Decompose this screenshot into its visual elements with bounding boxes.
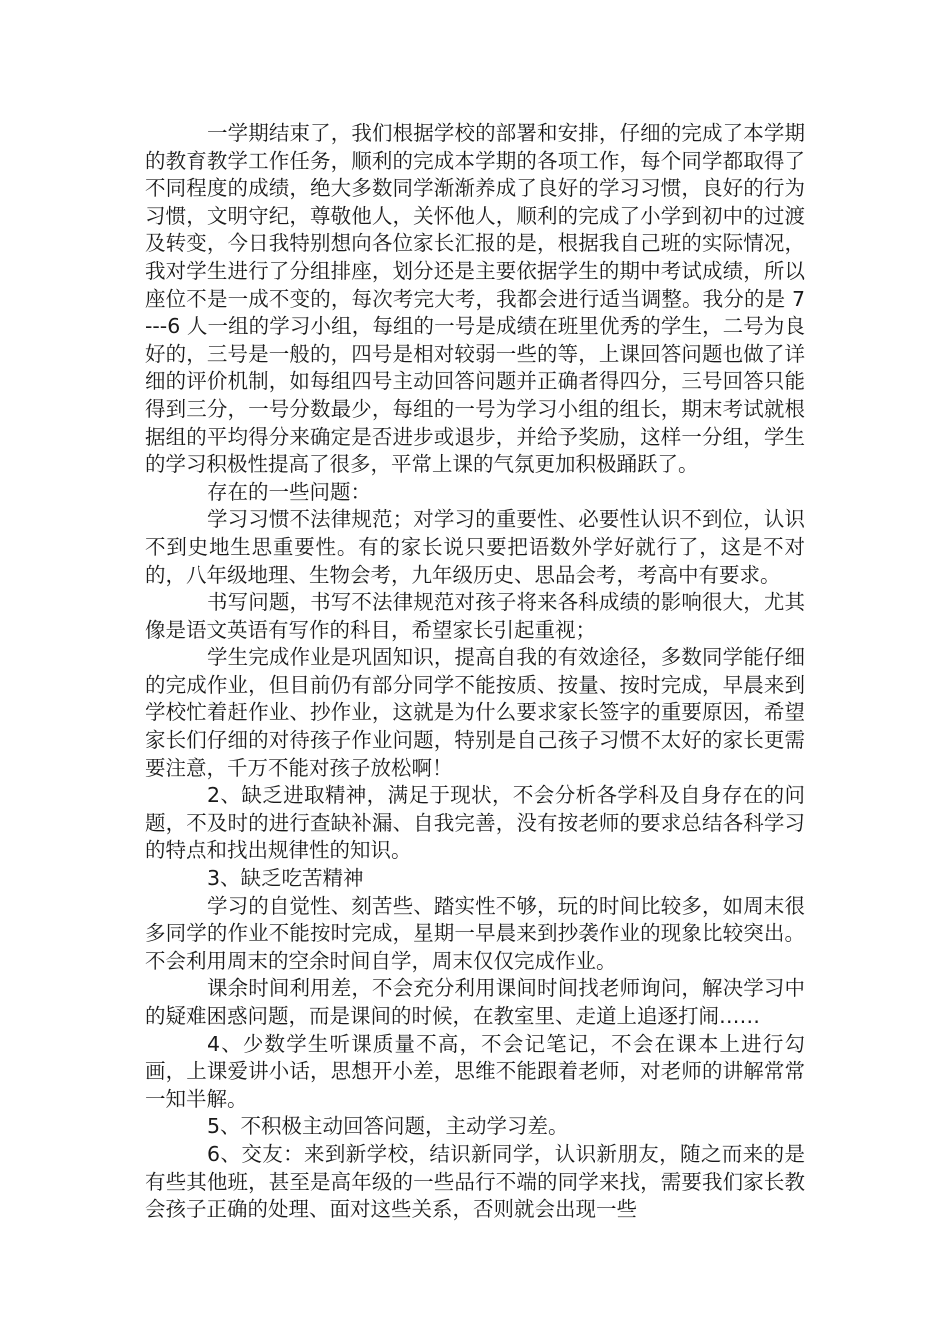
handwriting-paragraph: 书写问题，书写不法律规范对孩子将来各科成绩的影响很大，尤其像是语文英语有写作的科目，希望家长引起重视； [145,590,805,642]
item-4-paragraph: 4、少数学生听课质量不高，不会记笔记，不会在课本上进行勾画，上课爱讲小话，思想开小差，思维不能跟着老师，对老师的讲解常常一知半解。 [145,1031,805,1111]
problems-heading: 存在的一些问题： [207,479,371,504]
intro-paragraph: 一学期结束了，我们根据学校的部署和安排，仔细的完成了本学期的教育教学工作任务，顺利的完成本学期的各项工作，每个同学都取得了不同程度的成绩，绝大多数同学渐渐养成了良好的学习习惯，良好的行为习惯，文明守纪，尊敬他人，关怀他人，顺利的完成了小学到初中的过渡及转变，今日我特别想向各位家长汇报的是，根据我自己班的实际情况，我对学生进行了分组排座，划分还是主要依据学生的期中考试成绩，所以座位不是一成不变的，每次考完大考，我都会进行适当调整。我分的是 7---6 人一组的学习小组，每组的一号是成绩在班里优秀的学生，二号为良好的，三号是一般的，四号是相对较弱一些的等，上课回答问题也做了详细的评价机制，如每组四号主动回答问题并正确者得四分，三号回答只能得到三分，一号分数最少，每组的一号为学习小组的组长，期末考试就根据组的平均得分来确定是否进步或退步，并给予奖励，这样一分组，学生的学习积极性提高了很多，平常上课的气氛更加积极踊跃了。 [145,121,805,477]
document-page [145,120,805,1224]
item-2-paragraph: 2、缺乏进取精神，满足于现状，不会分析各学科及自身存在的问题，不及时的进行查缺补漏、自我完善，没有按老师的要求总结各科学习的特点和找出规律性的知识。 [145,783,805,863]
self-discipline-paragraph: 学习的自觉性、刻苦些、踏实性不够，玩的时间比较多，如周末很多同学的作业不能按时完成，星期一早晨来到抄袭作业的现象比较突出。不会利用周末的空余时间自学，周末仅仅完成作业。 [145,893,805,973]
homework-paragraph: 学生完成作业是巩固知识，提高自我的有效途径，多数同学能仔细的完成作业，但目前仍有部分同学不能按质、按量、按时完成，早晨来到学校忙着赶作业、抄作业，这就是为什么要求家长签字的重要原因，希望家长们仔细的对待孩子作业问题，特别是自己孩子习惯不太好的家长更需要注意，千万不能对孩子放松啊！ [145,645,805,780]
study-habits-paragraph: 学习习惯不法律规范；对学习的重要性、必要性认识不到位，认识不到史地生思重要性。有的家长说只要把语数外学好就行了，这是不对的，八年级地理、生物会考，九年级历史、思品会考，考高中有要求。 [145,507,805,587]
item-5-paragraph: 5、不积极主动回答问题，主动学习差。 [207,1114,569,1139]
break-time-paragraph: 课余时间利用差，不会充分利用课间时间找老师询问，解决学习中的疑难困惑问题，而是课间的时候，在教室里、走道上追逐打闹…… [145,976,805,1028]
item-3-heading: 3、缺乏吃苦精神 [207,866,364,891]
item-6-paragraph: 6、交友：来到新学校，结识新同学，认识新朋友，随之而来的是有些其他班，甚至是高年级的一些品行不端的同学来找，需要我们家长教会孩子正确的处理、面对这些关系，否则就会出现一些 [145,1141,805,1222]
